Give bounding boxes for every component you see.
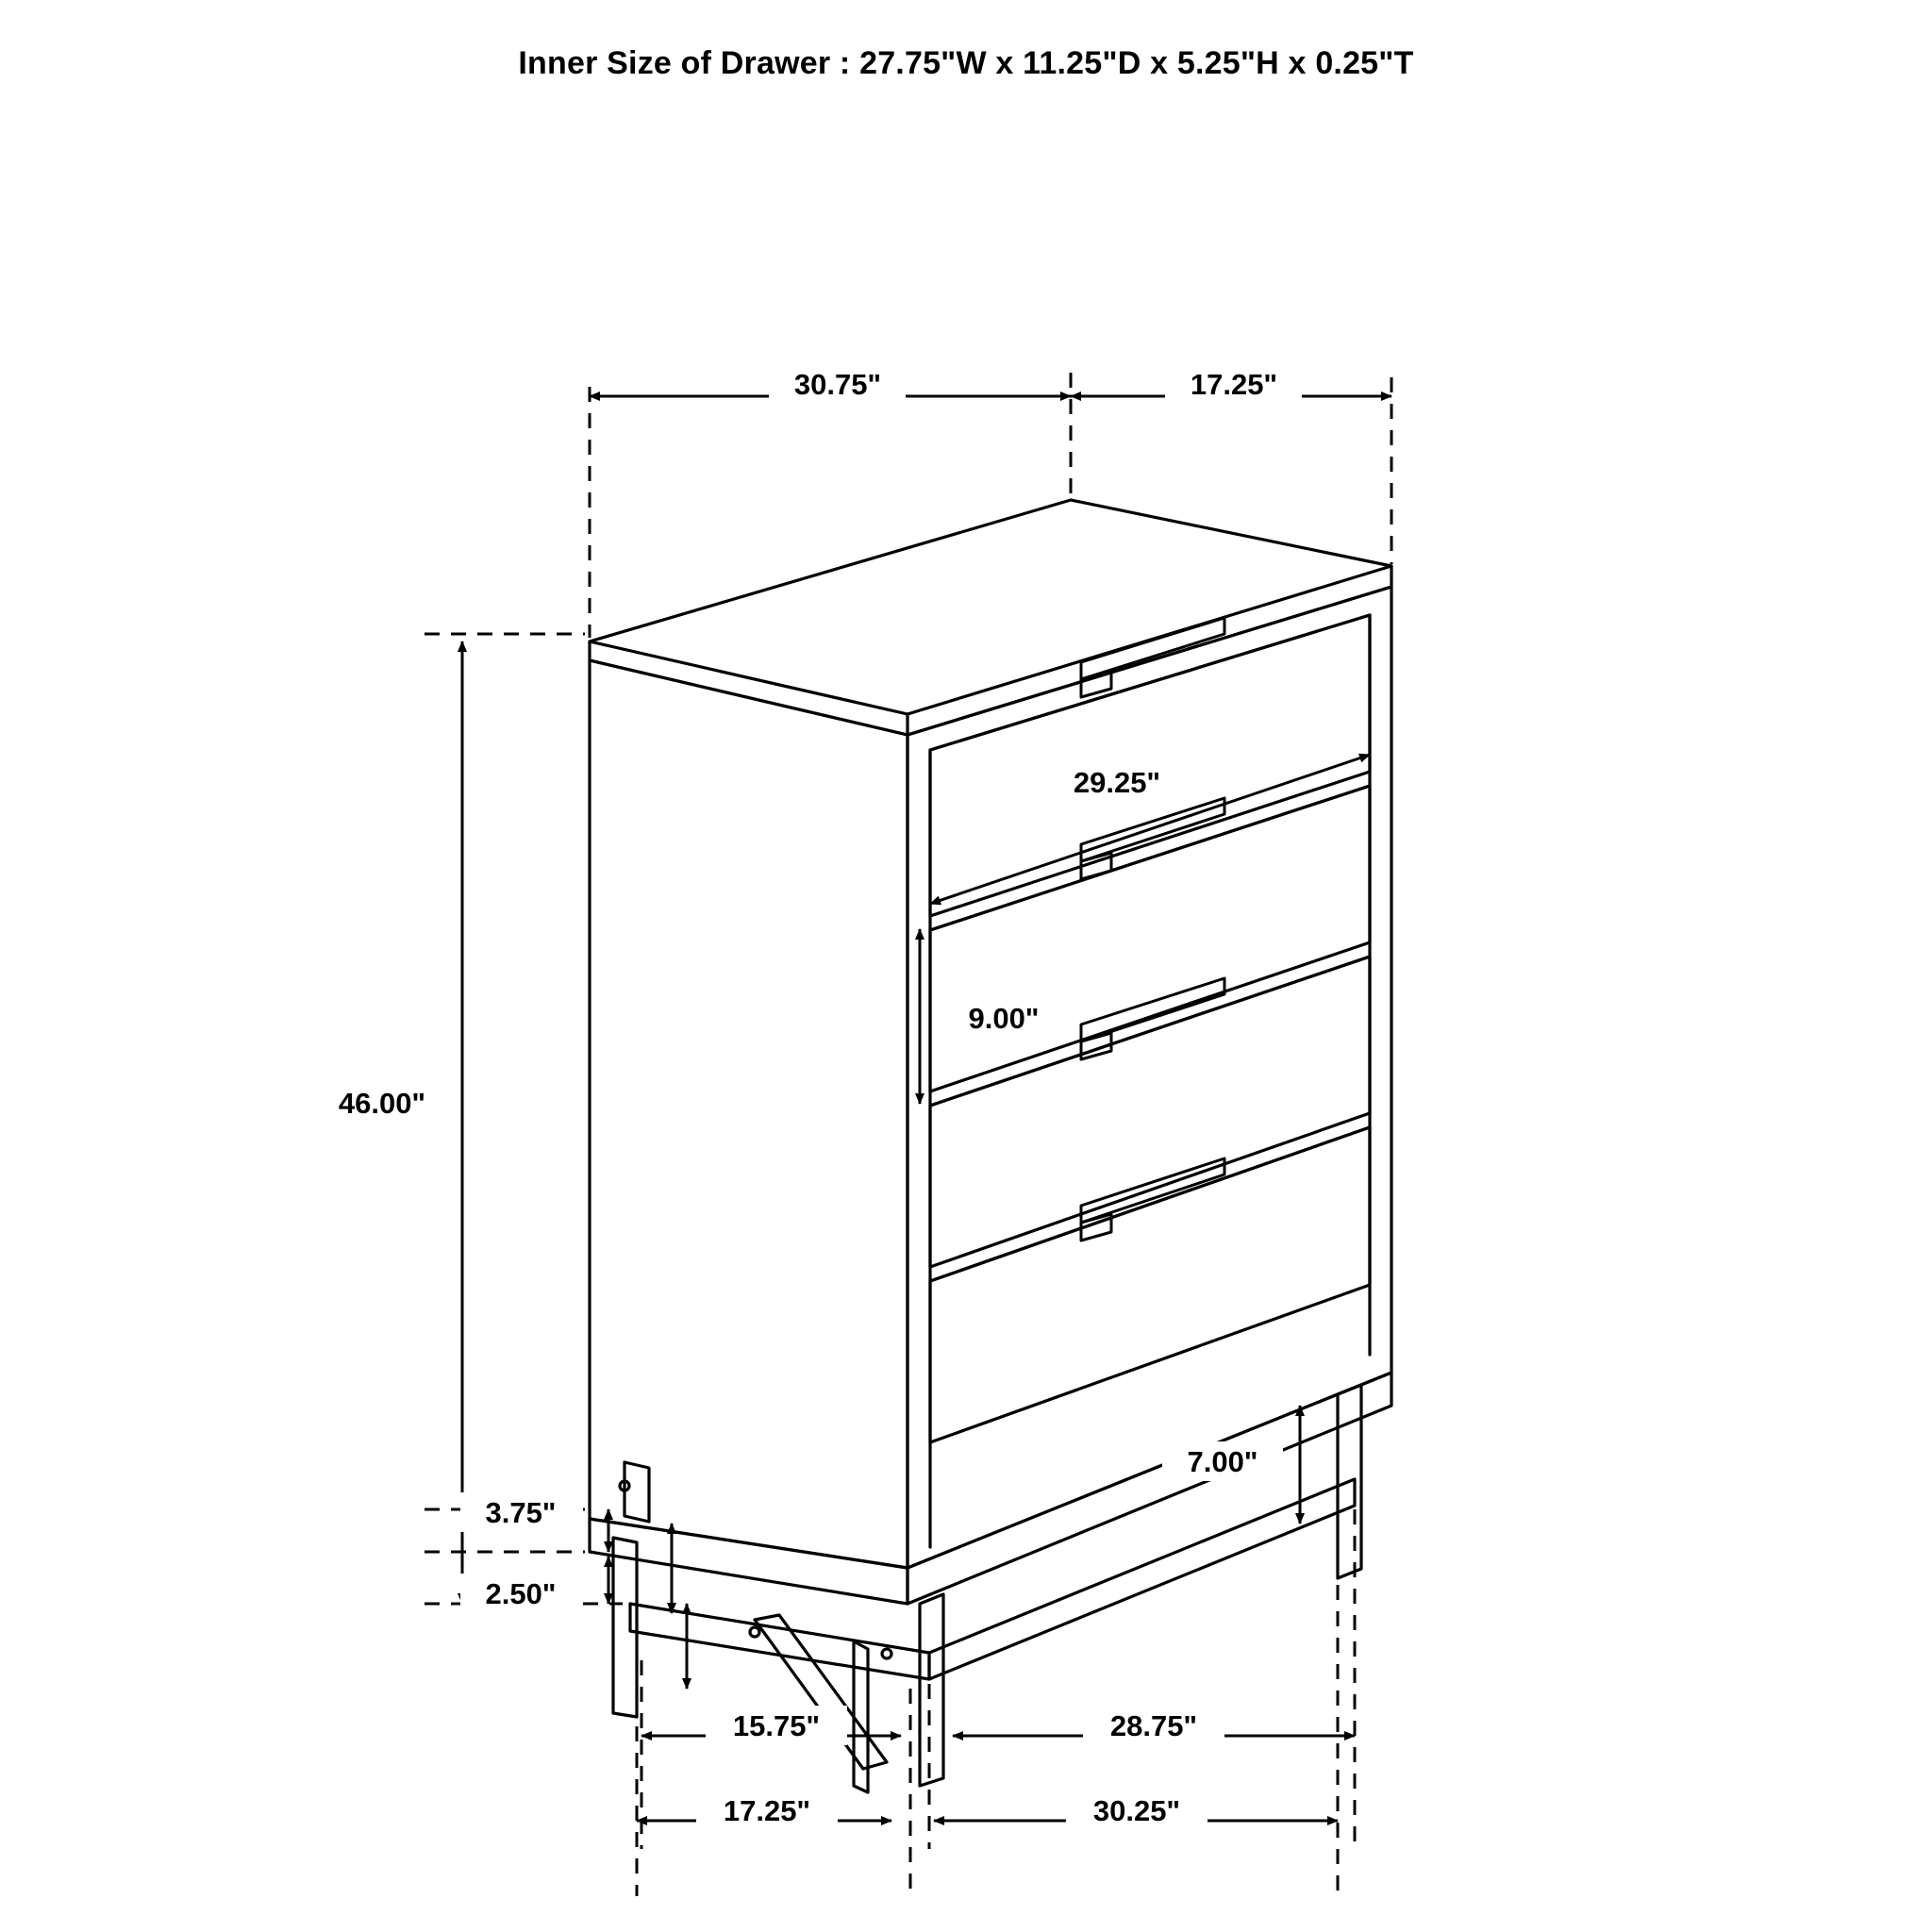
label-drawer-front-width: 29.25"	[1073, 766, 1161, 799]
chest-illustration	[590, 500, 1391, 1792]
page-title: Inner Size of Drawer : 27.75"W x 11.25"D x 5.25"H x 0.25"T	[518, 45, 1414, 81]
leg-back-left-upper	[625, 1462, 649, 1522]
handle-1	[1081, 618, 1224, 679]
label-base-rail-lower: 2.50"	[485, 1577, 557, 1610]
drawer-handles	[1081, 618, 1224, 1241]
fastener-3	[882, 1649, 891, 1658]
cabinet-side-panel	[590, 660, 908, 1568]
label-top-side-width: 17.25"	[1190, 368, 1278, 401]
label-drawer-front-height: 9.00"	[968, 1002, 1040, 1035]
dim-base-rail-lower	[608, 1557, 687, 1689]
label-base-width: 28.75"	[1109, 1709, 1198, 1742]
drawer-front-2	[930, 786, 1370, 1091]
label-leg-height: 7.00"	[1187, 1445, 1258, 1478]
cabinet-top-surface	[590, 500, 1391, 714]
label-footprint-width: 30.25"	[1092, 1794, 1181, 1827]
leg-front-left	[920, 1594, 943, 1786]
dimension-labels	[311, 366, 1302, 1830]
label-footprint-depth: 17.25"	[723, 1794, 811, 1827]
leg-back-left	[613, 1538, 637, 1717]
label-base-rail-upper: 3.75"	[485, 1496, 557, 1529]
label-top-front-width: 30.75"	[793, 368, 882, 401]
base-rail-front-top	[908, 1373, 1391, 1604]
label-overall-height: 46.00"	[338, 1087, 426, 1120]
label-base-depth: 15.75"	[732, 1709, 821, 1742]
brace-vertical	[854, 1641, 868, 1792]
cabinet-top-edge-left	[590, 641, 908, 735]
fastener-2	[750, 1627, 759, 1637]
cabinet-top-edge-right	[908, 566, 1391, 735]
drawer-front-4	[930, 1127, 1370, 1442]
